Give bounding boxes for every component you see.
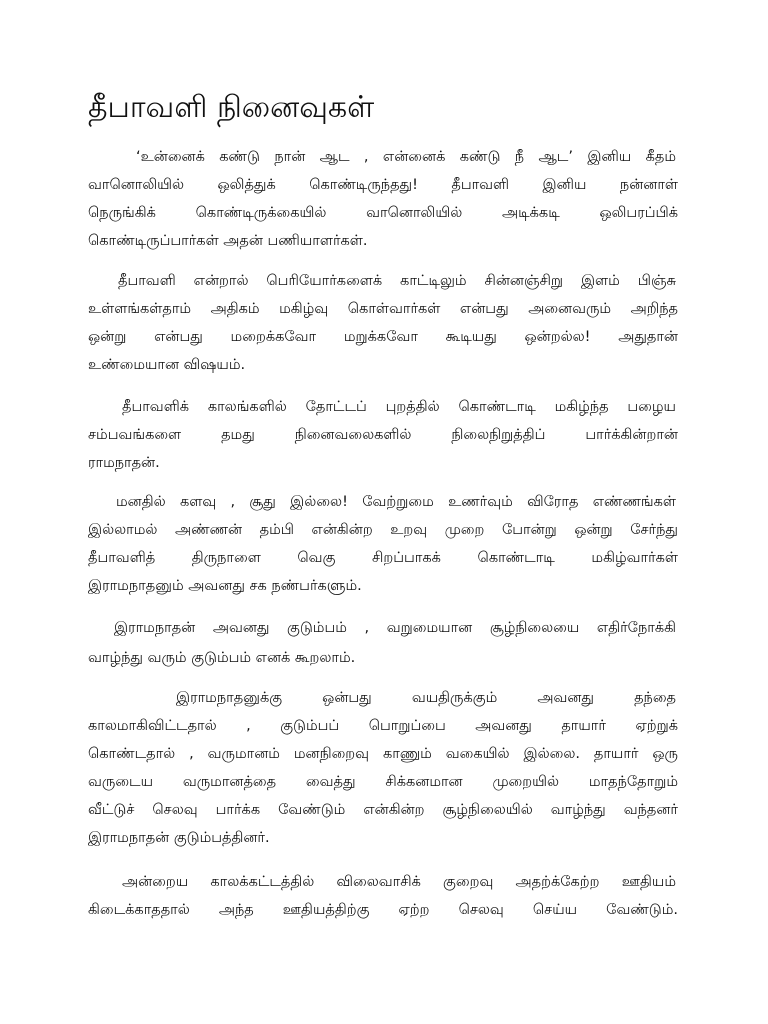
paragraph-6-line-3: கொண்டதால் , வருமானம் மனநிறைவு காணும் வகையில் இல்லை. தாயார் ஒரு	[88, 746, 678, 762]
paragraph-1-line-1: ‘உன்னைக் கண்டு நான் ஆட , என்னைக் கண்டு நீ ஆட’ இனிய கீதம்	[136, 149, 676, 165]
paragraph-1-line-2: வானொலியில் ஒலித்துக் கொண்டிருந்தது! தீபாவளி இனிய நன்னாள்	[88, 177, 678, 193]
paragraph-2-line-4: உண்மையான விஷயம்.	[88, 357, 246, 373]
paragraph-4-line-1: மனதில் களவு , சூது இல்லை! வேற்றுமை உணர்வும் விரோத எண்ணங்கள்	[116, 494, 676, 510]
paragraph-2-line-2: உள்ளங்கள்தாம் அதிகம் மகிழ்வு கொள்வார்கள் என்பது அனைவரும் அறிந்த	[88, 301, 678, 317]
paragraph-2-line-1: தீபாவளி என்றால் பெரியோர்களைக் காட்டிலும் சின்னஞ்சிறு இளம் பிஞ்சு	[118, 273, 676, 289]
paragraph-7-line-1: அன்றைய காலக்கட்டத்தில் விலைவாசிக் குறைவு அதற்க்கேற்ற ஊதியம்	[122, 874, 676, 890]
paragraph-6-line-1: இராமநாதனுக்கு ஒன்பது வயதிருக்கும் அவனது தந்தை	[176, 690, 676, 706]
paragraph-4-line-2: இல்லாமல் அண்ணன் தம்பி என்கின்ற உறவு முறை போன்று ஒன்று சேர்ந்து	[88, 522, 678, 538]
paragraph-4-line-4: இராமநாதனும் அவனது சக நண்பர்களும்.	[88, 578, 362, 594]
paragraph-5-line-1: இராமநாதன் அவனது குடும்பம் , வறுமையான சூழ்நிலையை எதிர்நோக்கி	[114, 620, 676, 636]
document-title: தீபாவளி நினைவுகள்	[88, 90, 375, 125]
paragraph-1-line-4: கொண்டிருப்பார்கள் அதன் பணியாளர்கள்.	[88, 233, 368, 249]
paragraph-2-line-3: ஒன்று என்பது மறைக்கவோ மறுக்கவோ கூடியது ஒன்றல்ல! அதுதான்	[88, 329, 678, 345]
paragraph-3-line-1: தீபாவளிக் காலங்களில் தோட்டப் புறத்தில் கொண்டாடி மகிழ்ந்த பழைய	[122, 399, 676, 415]
paragraph-7-line-2: கிடைக்காததால் அந்த ஊதியத்திற்கு ஏற்ற செலவு செய்ய வேண்டும்.	[88, 902, 678, 918]
paragraph-6-line-5: வீட்டுச் செலவு பார்க்க வேண்டும் என்கின்ற சூழ்நிலையில் வாழ்ந்து வந்தனர்	[88, 802, 678, 818]
paragraph-6-line-2: காலமாகிவிட்டதால் , குடும்பப் பொறுப்பை அவனது தாயார் ஏற்றுக்	[88, 718, 678, 734]
paragraph-3-line-2: சம்பவங்களை தமது நினைவலைகளில் நிலைநிறுத்திப் பார்க்கின்றான்	[88, 427, 678, 443]
paragraph-6-line-6: இராமநாதன் குடும்பத்தினர்.	[88, 830, 270, 846]
paragraph-6-line-4: வருடைய வருமானத்தை வைத்து சிக்கனமான முறையில் மாதந்தோறும்	[88, 774, 678, 790]
paragraph-3-line-3: ராமநாதன்.	[88, 455, 160, 471]
paragraph-1-line-3: நெருங்கிக் கொண்டிருக்கையில் வானொலியில் அடிக்கடி ஒலிபரப்பிக்	[88, 205, 678, 221]
paragraph-5-line-2: வாழ்ந்து வரும் குடும்பம் எனக் கூறலாம்.	[88, 650, 356, 666]
paragraph-4-line-3: தீபாவளித் திருநாளை வெகு சிறப்பாகக் கொண்டாடி மகிழ்வார்கள்	[88, 550, 678, 566]
